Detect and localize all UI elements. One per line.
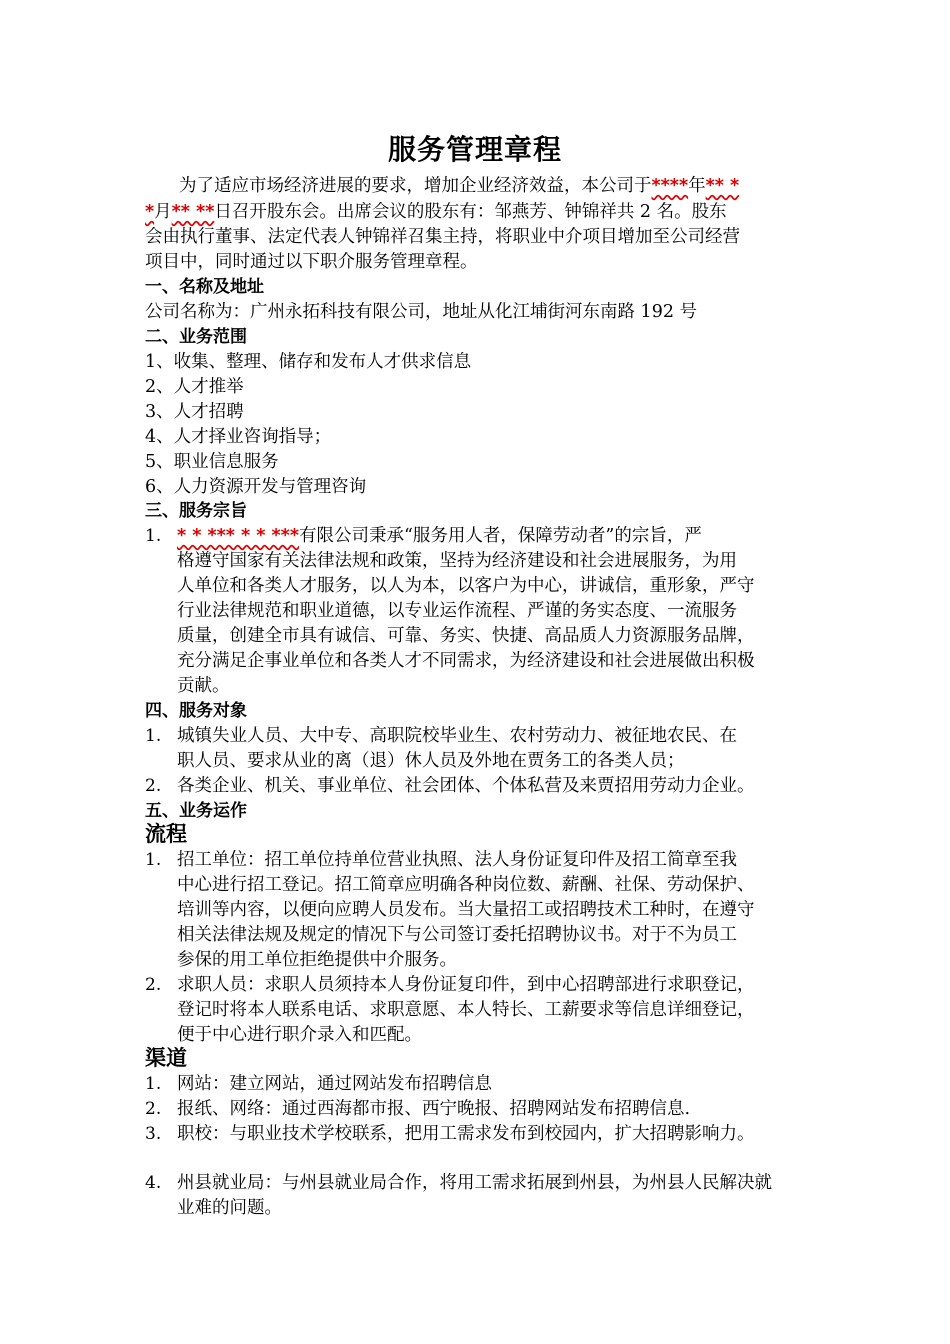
process-line: 相关法律法规及规定的情况下与公司签订委托招聘协议书。对于不为员工 bbox=[177, 925, 737, 945]
scope-item: 3、人才招聘 bbox=[145, 402, 244, 422]
channel-line: 职校：与职业技术学校联系，把用工需求发布到校园内，扩大招聘影响力。 bbox=[177, 1124, 755, 1144]
section-heading-service-purpose: 三、服务宗旨 bbox=[145, 501, 247, 521]
list-number: 2. bbox=[145, 776, 162, 796]
purpose-line: 人单位和各类人才服务，以人为本，以客户为中心，讲诚信，重形象，严守 bbox=[177, 576, 755, 596]
target-line: 职人员、要求从业的离（退）休人员及外地在贾务工的各类人员； bbox=[177, 751, 685, 771]
channel-line: 网站：建立网站，通过网站发布招聘信息 bbox=[177, 1074, 492, 1094]
scope-item: 4、人才择业咨询指导； bbox=[145, 427, 332, 447]
masked-year: **** bbox=[651, 176, 689, 196]
subheading-channels: 渠道 bbox=[145, 1046, 187, 1070]
scope-item: 2、人才推举 bbox=[145, 377, 244, 397]
process-line: 便于中心进行职介录入和匹配。 bbox=[177, 1025, 422, 1045]
list-number: 1. bbox=[145, 850, 162, 870]
masked-month-cont: * bbox=[145, 202, 155, 222]
list-number: 1. bbox=[145, 1074, 162, 1094]
list-number: 2. bbox=[145, 1099, 162, 1119]
masked-day: ** ** bbox=[171, 202, 215, 222]
purpose-line bbox=[177, 524, 702, 549]
process-line: 培训等内容，以便向应聘人员发布。当大量招工或招聘技术工种时，在遵守 bbox=[177, 900, 755, 920]
intro-text: 年 bbox=[688, 176, 706, 196]
section-heading-business-operation: 五、业务运作 bbox=[145, 801, 247, 821]
section-heading-name-address: 一、名称及地址 bbox=[145, 277, 264, 297]
intro-text: 为了适应市场经济进展的要求，增加企业经济效益，本公司于 bbox=[179, 176, 652, 196]
company-info: 公司名称为：广州永拓科技有限公司，地址从化江埔街河东南路 192 号 bbox=[145, 302, 698, 322]
intro-text: 月 bbox=[154, 202, 172, 222]
purpose-line: 行业法律规范和职业道德，以专业运作流程、严谨的务实态度、一流服务 bbox=[177, 601, 737, 621]
list-number: 1. bbox=[145, 726, 162, 746]
masked-company-name: * * *** * * *** bbox=[177, 526, 299, 546]
intro-text: 日召开股东会。出席会议的股东有：邹燕芳、钟锦祥共 2 名。股东 bbox=[214, 202, 727, 222]
masked-month: ** * bbox=[705, 176, 740, 196]
scope-item: 5、职业信息服务 bbox=[145, 452, 279, 472]
process-line: 求职人员：求职人员须持本人身份证复印件，到中心招聘部进行求职登记， bbox=[177, 975, 755, 995]
document-title: 服务管理章程 bbox=[387, 133, 562, 166]
list-number: 2. bbox=[145, 975, 162, 995]
purpose-line: 质量，创建全市具有诚信、可靠、务实、快捷、高品质人力资源服务品牌， bbox=[177, 626, 755, 646]
process-line: 招工单位：招工单位持单位营业执照、法人身份证复印件及招工简章至我 bbox=[177, 850, 737, 870]
target-line: 各类企业、机关、事业单位、社会团体、个体私营及来贾招用劳动力企业。 bbox=[177, 776, 755, 796]
list-number: 1. bbox=[145, 526, 162, 546]
list-number: 3. bbox=[145, 1124, 162, 1144]
intro-line-1 bbox=[179, 174, 739, 199]
list-number: 4. bbox=[145, 1173, 162, 1193]
process-line: 中心进行招工登记。招工简章应明确各种岗位数、薪酬、社保、劳动保护、 bbox=[177, 875, 755, 895]
process-line: 登记时将本人联系电话、求职意愿、本人特长、工薪要求等信息详细登记， bbox=[177, 1000, 755, 1020]
intro-line-4: 项目中，同时通过以下职介服务管理章程。 bbox=[145, 252, 478, 272]
target-line: 城镇失业人员、大中专、高职院校毕业生、农村劳动力、被征地农民、在 bbox=[177, 726, 737, 746]
section-heading-business-scope: 二、业务范围 bbox=[145, 327, 247, 347]
subheading-process: 流程 bbox=[145, 822, 187, 846]
scope-item: 6、人力资源开发与管理咨询 bbox=[145, 477, 367, 497]
intro-line-3: 会由执行董事、法定代表人钟锦祥召集主持，将职业中介项目增加至公司经营 bbox=[145, 227, 740, 247]
channel-line: 州县就业局：与州县就业局合作，将用工需求拓展到州县，为州县人民解决就 bbox=[177, 1173, 772, 1193]
section-heading-service-targets: 四、服务对象 bbox=[145, 701, 247, 721]
process-line: 参保的用工单位拒绝提供中介服务。 bbox=[177, 950, 457, 970]
channel-line: 业难的问题。 bbox=[177, 1198, 282, 1218]
purpose-text: 有限公司秉承“服务用人者，保障劳动者”的宗旨，严 bbox=[298, 526, 702, 546]
purpose-line: 格遵守国家有关法律法规和政策，坚持为经济建设和社会进展服务，为用 bbox=[177, 551, 737, 571]
purpose-line: 贡献。 bbox=[177, 676, 230, 696]
channel-line: 报纸、网络：通过西海都市报、西宁晚报、招聘网站发布招聘信息. bbox=[177, 1099, 691, 1119]
purpose-line: 充分满足企事业单位和各类人才不同需求，为经济建设和社会进展做出积极 bbox=[177, 651, 755, 671]
scope-item: 1、收集、整理、储存和发布人才供求信息 bbox=[145, 352, 472, 372]
intro-line-2 bbox=[145, 200, 727, 225]
